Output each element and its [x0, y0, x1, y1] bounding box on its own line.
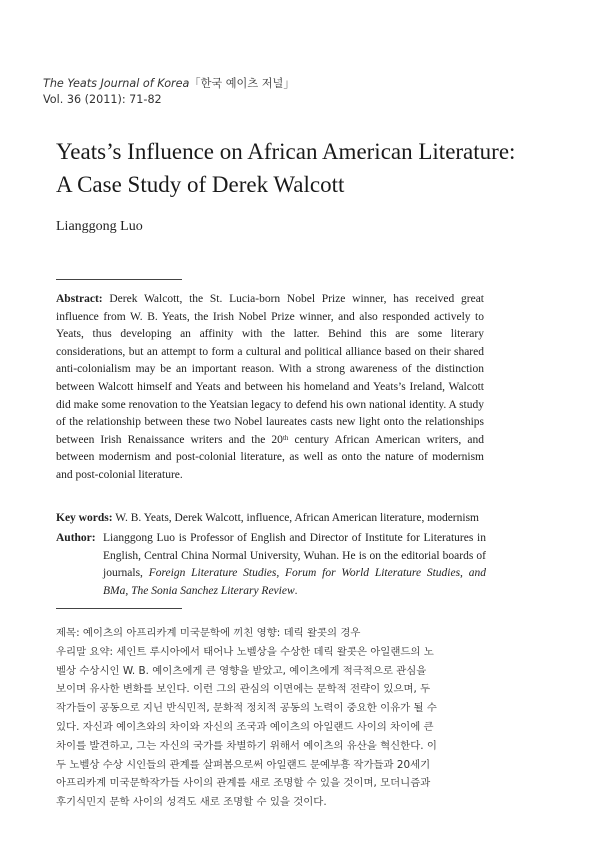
korean-summary-line: 보이며 유사한 변화를 보인다. 이런 그의 관심의 이면에는 문학적 전략이 있으며, 두 — [56, 683, 431, 696]
journal-name — [43, 77, 295, 91]
volume-info: Vol. 36 (2011): 71-82 — [43, 93, 162, 106]
journal-name-english: The Yeats Journal of Korea — [43, 77, 190, 90]
author-bio-end: . — [294, 584, 298, 597]
korean-summary-line: 차이를 발견하고, 그는 자신의 국가를 차별하기 위해서 예이츠의 유산을 혁신한다. 이 — [56, 739, 437, 752]
korean-summary-line: 아프리카계 미국문학작가들 사이의 관계를 새로 조명할 수 있을 것이며, 모더니즘과 — [56, 777, 431, 790]
divider-top — [56, 279, 182, 280]
korean-summary-line: 우리말 요약: 세인트 루시아에서 태어나 노벨상을 수상한 데릭 왈콧은 아일랜드의 노 — [56, 645, 434, 658]
keywords-text: W. B. Yeats, Derek Walcott, influence, African American literature, modernism — [112, 512, 479, 524]
abstract-superscript: th — [282, 433, 289, 442]
abstract-text: Derek Walcott, the St. Lucia-born Nobel Prize winner, has received great influence from W. B. Yeats, the Irish Nobel Prize winner, and also responded actively to Yeats, thus developing an affinity with the latter. Behind this are some literary considerations, but an attempt to form a cultural and political alliance based on their shared anti-colonialism may be an important reason. With a strong awareness of the distinction between Walcott himself and Yeats and between his homeland and Yeats’s Ireland, Walcott did make some renovation to the Yeatsian legacy to defend his own national identity. A study of the relationship between these two Nobel laureates casts new light onto the relationships between Irish Renaissance writers and the 20 — [56, 293, 484, 446]
korean-summary-line: 벨상 수상시인 W. B. 예이츠에게 큰 영향을 받았고, 예이츠에게 적극적으로 관심을 — [56, 664, 427, 677]
author-journals: Foreign Literature Studies, Forum for World Literature Studies, and BMa, The Sonia Sanchez Literary Review — [103, 567, 486, 597]
keywords — [56, 512, 496, 524]
article-title-line-1: Yeats’s Influence on African American Literature: — [56, 139, 516, 164]
abstract — [56, 291, 484, 485]
article-title-line-2: A Case Study of Derek Walcott — [56, 172, 345, 197]
korean-summary-line: 있다. 자신과 예이츠와의 차이와 자신의 조국과 예이츠의 아일랜드 사이의 차이에 큰 — [56, 720, 434, 733]
author-name: Lianggong Luo — [56, 219, 143, 234]
journal-name-korean: 「한국 예이츠 저널」 — [189, 77, 295, 90]
abstract-label: Abstract: — [56, 293, 103, 305]
korean-summary-line: 두 노벨상 수상 시인들의 관계를 살펴봄으로써 아일랜드 문예부흥 작가들과 20세기 — [56, 758, 431, 771]
korean-title: 제목: 예이츠의 아프리카계 미국문학에 끼친 영향: 데릭 왈콧의 경우 — [56, 627, 361, 639]
article-title — [56, 135, 576, 201]
author-bio-text: Lianggong Luo is Professor of English and Director of Institute for Literatures in English, Central China Normal University, Wuhan. He is on the editorial boards of journals, — [103, 532, 486, 580]
korean-summary — [56, 624, 486, 812]
divider-bottom — [56, 608, 182, 609]
abstract-text-continued: century African American writers, and between modernism and post-colonial literature, as well as onto the nature of modernism and post-colonial literature. — [56, 433, 484, 481]
korean-summary-line: 후기식민지 문학 사이의 성격도 새로 조명할 수 있을 것이다. — [56, 796, 327, 809]
author-bio — [103, 530, 486, 600]
keywords-label: Key words: — [56, 512, 113, 524]
korean-summary-line: 작가들이 공동으로 지닌 반식민적, 문화적 정치적 공동의 노력이 중요한 이유가 될 수 — [56, 702, 437, 715]
author-info-label: Author: — [56, 532, 96, 544]
